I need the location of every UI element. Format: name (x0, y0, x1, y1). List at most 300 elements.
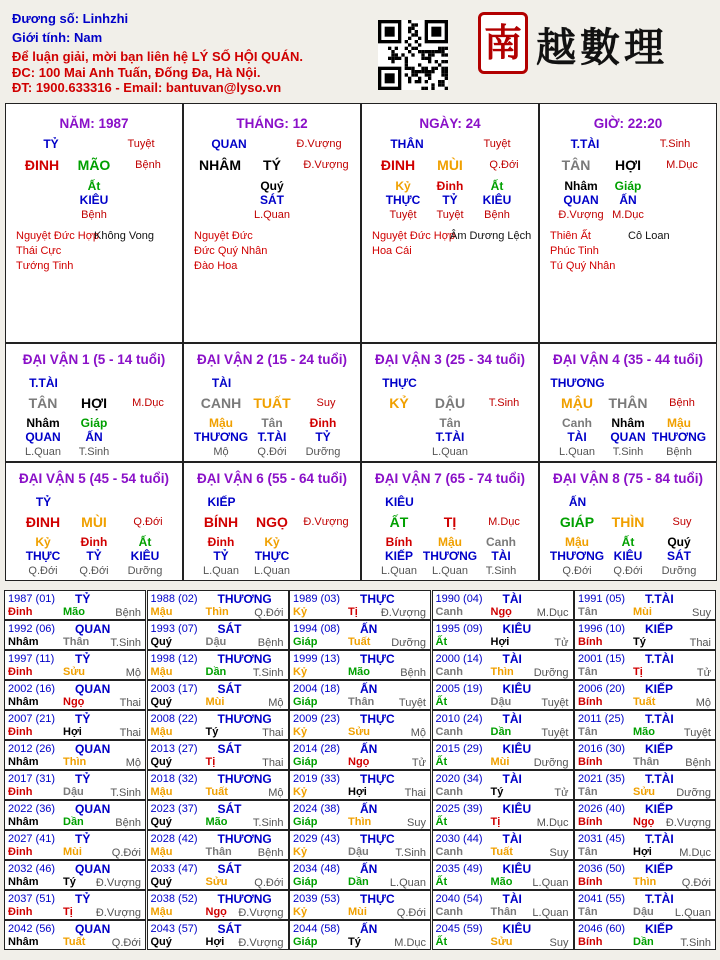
year-cell[interactable] (147, 590, 289, 620)
qr-module (431, 53, 434, 56)
year-phase: Tử (696, 667, 711, 679)
year-god: THỰC (360, 832, 395, 846)
year-cell[interactable] (4, 830, 146, 860)
year-stem: Nhâm (8, 816, 39, 828)
qr-module (431, 70, 434, 73)
dai-van-stem: MẬU (561, 395, 593, 411)
year-cell[interactable] (4, 770, 146, 800)
year-cell[interactable] (147, 860, 289, 890)
year-cell[interactable] (147, 800, 289, 830)
year-branch: Thân (205, 846, 232, 858)
year-stem: Mậu (150, 906, 173, 918)
year-stem: Giáp (293, 816, 318, 828)
year-stem: Giáp (293, 696, 318, 708)
year-label: 2005 (19) (435, 683, 483, 695)
year-cell[interactable] (289, 590, 431, 620)
year-label: 1992 (06) (8, 623, 56, 635)
qr-module (408, 27, 411, 30)
year-god: KIẾP (645, 802, 674, 816)
qr-module (435, 50, 438, 53)
qr-module (418, 50, 421, 53)
qr-module (431, 87, 434, 90)
logo (478, 12, 718, 74)
year-label: 1998 (12) (150, 653, 198, 665)
pillar-branch: HỢI (615, 157, 641, 173)
dai-van-god: KIẾP (207, 495, 236, 509)
year-label: 1991 (05) (578, 593, 626, 605)
year-cell[interactable] (147, 920, 289, 950)
pillar-star: Cô Loan (628, 230, 670, 242)
year-stem: Giáp (293, 636, 318, 648)
year-stem: Kỷ (293, 846, 308, 858)
year-phase: Dưỡng (676, 787, 711, 799)
pillar-branch-phase: Q.Đới (489, 159, 519, 171)
pillar-hidden-god: THỰC (385, 193, 421, 207)
year-label: 2029 (43) (293, 833, 341, 845)
qr-module (408, 37, 411, 40)
year-cell[interactable] (574, 710, 716, 740)
qr-module (411, 33, 414, 36)
dai-van-box (5, 343, 183, 462)
year-label: 2024 (38) (293, 803, 341, 815)
dai-van-hidden-god: KIÊU (613, 549, 643, 563)
year-phase: T.Sinh (110, 787, 141, 799)
year-label: 2039 (53) (293, 893, 341, 905)
year-cell[interactable] (432, 650, 574, 680)
year-cell[interactable] (574, 620, 716, 650)
dai-van-branch: TUẤT (253, 395, 291, 411)
year-label: 2043 (57) (150, 923, 198, 935)
year-phase: L.Quan (389, 877, 426, 889)
dai-van-hidden-phase: Q.Đới (613, 565, 643, 577)
dai-van-hidden-phase: L.Quan (380, 565, 418, 577)
dai-van-stem: ẤT (389, 514, 409, 530)
year-phase: T.Sinh (252, 817, 284, 829)
year-cell[interactable] (432, 890, 574, 920)
year-branch: Ngọ (205, 906, 227, 918)
qr-module (445, 77, 448, 80)
year-branch: Tuất (490, 846, 513, 858)
year-phase: Suy (407, 817, 426, 829)
year-branch: Dậu (633, 906, 654, 918)
year-stem: Kỷ (293, 606, 308, 618)
year-label: 2022 (36) (8, 803, 56, 815)
year-cell[interactable] (147, 620, 289, 650)
year-phase: L.Quan (532, 907, 569, 919)
year-label: 2031 (45) (578, 833, 626, 845)
year-god: T.TÀI (645, 652, 674, 666)
year-stem: Giáp (293, 936, 318, 948)
pillar-hidden-phase: Bệnh (484, 209, 510, 221)
qr-module (441, 80, 444, 83)
dai-van-hidden-phase: T.Sinh (78, 446, 110, 458)
year-god: THƯƠNG (217, 772, 272, 786)
qr-module (421, 57, 424, 60)
pillar-hidden-god: ẤN (619, 193, 637, 207)
year-god: TỶ (75, 712, 91, 726)
year-stem: Tân (578, 666, 598, 678)
qr-module (391, 50, 394, 53)
year-label: 2018 (32) (150, 773, 198, 785)
pillar-hidden-god: QUAN (563, 193, 599, 207)
pillar-stem-god: QUAN (211, 137, 247, 151)
pillar-branch: MÃO (77, 157, 111, 173)
pillar-hidden-phase: M.Dục (612, 209, 644, 221)
qr-module (425, 57, 428, 60)
year-branch: Tị (633, 666, 643, 678)
year-cell[interactable] (289, 770, 431, 800)
year-label: 1997 (11) (8, 653, 55, 665)
year-cell[interactable] (289, 890, 431, 920)
year-god: KIÊU (502, 682, 532, 696)
qr-module (418, 70, 421, 73)
qr-module (391, 60, 394, 63)
year-cell[interactable] (4, 710, 146, 740)
dai-van-branch: NGỌ (256, 514, 288, 530)
qr-module (441, 60, 444, 63)
qr-module (388, 47, 391, 50)
pillar-star: Thiên Ất (550, 230, 591, 242)
dai-van-hidden-stem: Canh (562, 416, 592, 430)
year-god: ẤN (360, 922, 378, 936)
qr-module (408, 20, 411, 23)
qr-module (425, 67, 428, 70)
year-stem: Tân (578, 906, 598, 918)
year-god: SÁT (217, 802, 242, 816)
year-god: TỶ (75, 592, 91, 606)
year-label: 2000 (14) (435, 653, 483, 665)
year-label: 2033 (47) (150, 863, 198, 875)
qr-module (391, 53, 394, 56)
pillar-box (539, 103, 717, 343)
pillar-star: Thái Cực (16, 245, 62, 257)
year-phase: Suy (549, 937, 569, 949)
year-cell[interactable] (574, 800, 716, 830)
year-phase: Suy (692, 607, 711, 619)
year-cell[interactable] (4, 860, 146, 890)
year-god: T.TÀI (645, 772, 674, 786)
dai-van-box (183, 343, 361, 462)
qr-module (441, 67, 444, 70)
dai-van-stem: BÍNH (203, 514, 239, 530)
qr-module (405, 60, 408, 63)
dai-van-hidden-god: KIẾP (384, 549, 413, 563)
pillar-star: Phúc Tinh (550, 245, 599, 257)
year-cell[interactable] (289, 650, 431, 680)
pillar-star: Tú Quý Nhân (550, 260, 616, 272)
year-branch: Dần (490, 726, 512, 738)
year-cell[interactable] (574, 680, 716, 710)
year-phase: Q.Đới (254, 877, 284, 889)
year-cell[interactable] (4, 920, 146, 950)
qr-code[interactable] (378, 20, 448, 90)
year-god: THỰC (360, 652, 395, 666)
year-stem: Kỷ (293, 726, 308, 738)
year-god: THỰC (360, 892, 395, 906)
year-cell[interactable] (147, 830, 289, 860)
year-cell[interactable] (4, 590, 146, 620)
qr-module (421, 70, 424, 73)
year-god: THƯƠNG (217, 592, 272, 606)
year-cell[interactable] (289, 860, 431, 890)
year-branch: Mão (63, 606, 85, 618)
year-branch: Ngọ (63, 696, 85, 708)
year-label: 2046 (60) (578, 923, 626, 935)
pillar-hidden-god: SÁT (260, 193, 284, 207)
year-god: TÀI (502, 892, 522, 906)
dai-van-hidden-god: T.TÀI (257, 430, 287, 444)
year-cell[interactable] (574, 860, 716, 890)
pillar-stem: TÂN (561, 157, 591, 173)
year-cell[interactable] (289, 920, 431, 950)
dai-van-phase: Đ.Vượng (303, 516, 349, 528)
year-cell[interactable] (432, 710, 574, 740)
qr-module (418, 63, 421, 66)
pillar-star: Đức Quý Nhân (194, 245, 268, 257)
pillar-hidden-stem: Đinh (436, 179, 464, 193)
year-branch: Mùi (205, 696, 225, 708)
dai-van-hidden-phase: L.Quan (202, 565, 240, 577)
year-label: 2004 (18) (293, 683, 341, 695)
year-cell[interactable] (147, 770, 289, 800)
year-stem: Nhâm (8, 756, 39, 768)
year-branch: Ngọ (633, 816, 655, 828)
qr-module (418, 43, 421, 46)
dai-van-title: ĐẠI VẬN 6 (55 - 64 tuổi) (196, 471, 348, 486)
year-label: 2020 (34) (435, 773, 483, 785)
year-god: TỶ (75, 652, 91, 666)
year-phase: Thai (689, 637, 711, 649)
year-cell[interactable] (147, 710, 289, 740)
year-stem: Nhâm (8, 936, 39, 948)
year-label: 2044 (58) (293, 923, 341, 935)
qr-module (415, 33, 418, 36)
qr-module (445, 47, 448, 50)
dai-van-phase: M.Dục (488, 516, 520, 528)
year-god: SÁT (217, 682, 242, 696)
dai-van-hidden-stem: Mậu (438, 535, 462, 549)
dai-van-box (539, 343, 717, 462)
year-cell[interactable] (4, 740, 146, 770)
year-cell[interactable] (574, 590, 716, 620)
dai-van-hidden-phase: Dưỡng (661, 565, 697, 577)
year-branch: Mão (633, 726, 655, 738)
year-god: KIẾP (645, 922, 674, 936)
year-god: QUAN (75, 742, 111, 756)
address: ĐC: 100 Mai Anh Tuấn, Đống Đa, Hà Nội. (12, 65, 261, 80)
year-stem: Giáp (293, 876, 318, 888)
year-cell[interactable] (574, 650, 716, 680)
year-branch: Tị (348, 606, 358, 618)
year-cell[interactable] (289, 830, 431, 860)
year-label: 2009 (23) (293, 713, 341, 725)
year-branch: Thìn (205, 606, 229, 618)
qr-module (388, 57, 391, 60)
year-cell[interactable] (4, 650, 146, 680)
qr-module (431, 27, 441, 37)
year-branch: Hợi (205, 936, 225, 948)
qr-module (438, 83, 441, 86)
dai-van-hidden-phase: L.Quan (431, 565, 469, 577)
year-stem: Tân (578, 786, 598, 798)
year-phase: Mộ (268, 787, 284, 799)
year-god: THỰC (360, 712, 395, 726)
year-branch: Mùi (633, 606, 652, 618)
qr-module (428, 73, 431, 76)
year-cell[interactable] (432, 620, 574, 650)
dai-van-hidden-god: TỶ (315, 430, 331, 444)
pillar-branch-phase: Bệnh (135, 159, 161, 171)
year-label: 2023 (37) (150, 803, 198, 815)
year-cell[interactable] (432, 830, 574, 860)
qr-module (408, 50, 411, 53)
qr-module (385, 73, 395, 83)
dai-van-branch: TỊ (443, 514, 457, 530)
year-cell[interactable] (574, 830, 716, 860)
year-cell[interactable] (432, 800, 574, 830)
year-cell[interactable] (574, 770, 716, 800)
qr-module (385, 27, 395, 37)
dai-van-title: ĐẠI VẬN 7 (65 - 74 tuổi) (374, 471, 526, 486)
year-cell[interactable] (289, 800, 431, 830)
year-cell[interactable] (574, 890, 716, 920)
year-cell[interactable] (4, 620, 146, 650)
year-cell[interactable] (147, 740, 289, 770)
year-cell[interactable] (147, 650, 289, 680)
qr-module (395, 57, 398, 60)
year-phase: Bệnh (115, 607, 141, 619)
pillar-branch-phase: Đ.Vượng (303, 159, 349, 171)
year-phase: Tuyệt (541, 697, 569, 709)
pillar-title: NĂM: 1987 (59, 116, 129, 131)
year-cell[interactable] (4, 800, 146, 830)
qr-module (441, 70, 444, 73)
year-label: 2032 (46) (8, 863, 56, 875)
dai-van-hidden-god: TÀI (491, 549, 511, 563)
dai-van-hidden-stem: Đinh (207, 535, 235, 549)
qr-module (421, 53, 424, 56)
qr-module (421, 50, 424, 53)
dai-van-hidden-god: TỶ (86, 549, 102, 563)
pillar-star: Tướng Tinh (16, 260, 74, 272)
year-branch: Tý (205, 726, 219, 738)
dai-van-hidden-phase: L.Quan (253, 565, 291, 577)
dai-van-branch: THÂN (608, 395, 648, 411)
year-label: 2003 (17) (150, 683, 198, 695)
year-cell[interactable] (574, 740, 716, 770)
dai-van-hidden-god: THƯƠNG (549, 549, 605, 563)
dai-van-hidden-god: THỰC (254, 549, 290, 563)
qr-module (438, 63, 441, 66)
year-god: TÀI (502, 592, 522, 606)
pillar-star: Không Vong (94, 230, 154, 242)
year-cell[interactable] (289, 680, 431, 710)
year-stem: Tân (578, 606, 598, 618)
qr-module (445, 73, 448, 76)
dai-van-title: ĐẠI VẬN 8 (75 - 84 tuổi) (552, 471, 704, 486)
dai-van-god: THỰC (382, 376, 417, 390)
year-branch: Tị (490, 816, 501, 828)
dai-van-hidden-stem: Nhâm (26, 416, 60, 430)
year-phase: Đ.Vượng (380, 607, 426, 619)
year-cell[interactable] (289, 740, 431, 770)
year-phase: T.Sinh (395, 847, 426, 859)
qr-module (411, 47, 414, 50)
dai-van-box (361, 343, 539, 462)
year-cell[interactable] (4, 890, 146, 920)
pillar-star: Nguyệt Đức Hợp (372, 230, 456, 242)
year-label: 2030 (44) (435, 833, 483, 845)
year-cell[interactable] (574, 920, 716, 950)
dai-van-hidden-stem: Mậu (565, 535, 589, 549)
year-label: 2017 (31) (8, 773, 56, 785)
year-phase: Mộ (125, 667, 141, 679)
year-cell[interactable] (432, 860, 574, 890)
year-god: T.TÀI (645, 832, 674, 846)
year-label: 2015 (29) (435, 743, 483, 755)
pillar-hidden-stem: Giáp (614, 179, 642, 193)
qr-module (445, 70, 448, 73)
dai-van-hidden-phase: L.Quan (558, 446, 596, 458)
year-god: TỶ (75, 772, 91, 786)
year-cell[interactable] (432, 920, 574, 950)
year-phase: Thai (119, 697, 141, 709)
year-branch: Tý (348, 936, 361, 948)
year-cell[interactable] (432, 770, 574, 800)
dai-van-hidden-stem: Quý (667, 535, 691, 549)
year-cell[interactable] (432, 740, 574, 770)
year-branch: Dậu (348, 846, 369, 858)
year-phase: Q.Đới (681, 877, 711, 889)
year-branch: Mùi (63, 846, 82, 858)
dai-van-hidden-phase: L.Quan (24, 446, 62, 458)
dai-van-phase: Bệnh (669, 397, 695, 409)
year-cell[interactable] (147, 680, 289, 710)
year-phase: M.Dục (394, 937, 426, 949)
year-phase: Mộ (268, 697, 284, 709)
year-cell[interactable] (432, 680, 574, 710)
year-cell[interactable] (147, 890, 289, 920)
year-stem: Kỷ (293, 786, 308, 798)
year-stem: Kỷ (293, 906, 308, 918)
pillar-hidden-phase: Đ.Vượng (558, 209, 604, 221)
year-stem: Canh (435, 906, 463, 918)
qr-module (435, 67, 438, 70)
year-label: 2027 (41) (8, 833, 56, 845)
dai-van-god: ẤN (568, 495, 587, 509)
year-god: KIÊU (502, 742, 532, 756)
year-phase: T.Sinh (252, 667, 284, 679)
pillar-branch-phase: M.Dục (666, 159, 698, 171)
year-label: 1987 (01) (8, 593, 56, 605)
year-branch: Thân (633, 756, 660, 768)
year-label: 2007 (21) (8, 713, 56, 725)
year-god: T.TÀI (645, 592, 674, 606)
dai-van-stem: GIÁP (559, 514, 595, 530)
qr-module (405, 57, 408, 60)
year-stem: Quý (150, 696, 172, 708)
year-cell[interactable] (432, 590, 574, 620)
year-branch: Thìn (63, 756, 87, 768)
year-cell[interactable] (289, 710, 431, 740)
year-phase: Tử (554, 637, 569, 649)
dai-van-stem: ĐINH (25, 514, 61, 530)
year-cell[interactable] (289, 620, 431, 650)
year-phase: Thai (262, 727, 284, 739)
year-cell[interactable] (4, 680, 146, 710)
year-god: QUAN (75, 922, 111, 936)
year-god: TỶ (75, 892, 91, 906)
